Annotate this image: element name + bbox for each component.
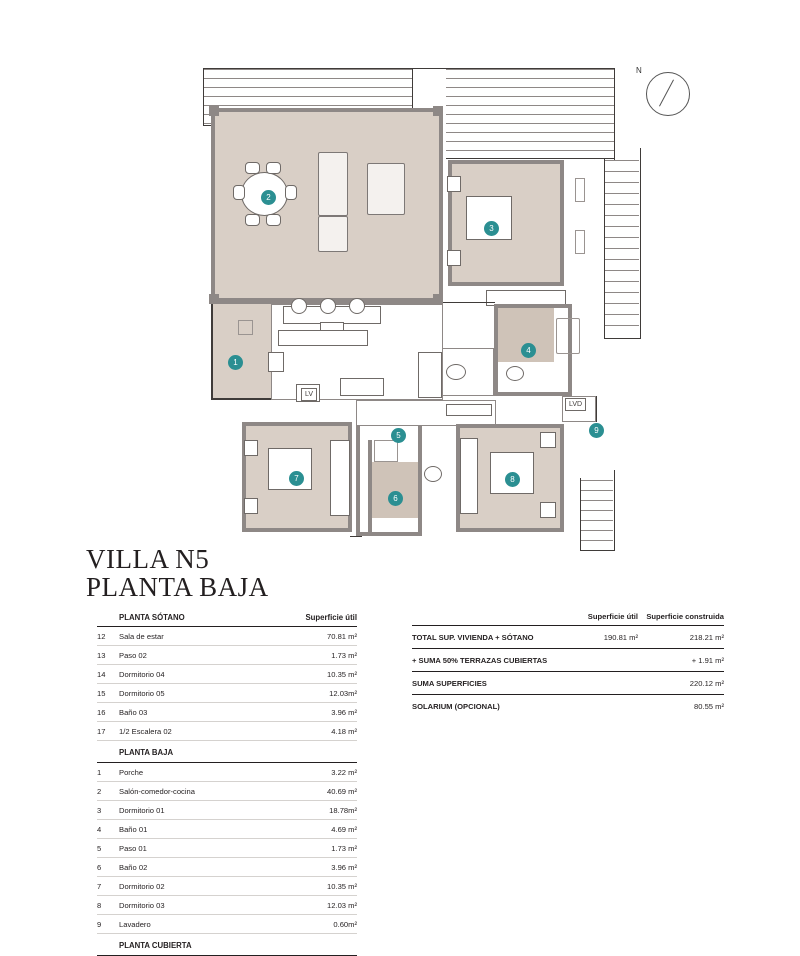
row-area: 70.81 m² [275,627,357,646]
plan-line [640,148,641,338]
row-label: TOTAL SUP. VIVIENDA + SÓTANO [412,626,566,649]
table-section-header [97,934,357,956]
table-row [412,672,724,695]
header-useful-area: Superficie útil [587,612,638,621]
wall [456,528,564,532]
row-useful [566,695,638,718]
wall [242,422,246,532]
chair [266,162,281,174]
pillar [433,294,443,304]
kitchen-sink [349,298,365,314]
row-number: 7 [97,877,119,896]
room-marker-2[interactable]: 2 [261,190,276,205]
table-row [97,627,357,646]
header-built-area: Superficie construida [646,612,724,621]
wall [494,304,572,308]
wall [439,108,443,304]
table-row [97,782,357,801]
stair-treads [605,160,639,336]
title-line-2: PLANTA BAJA [86,572,269,602]
row-number: 3 [97,801,119,820]
header-area: Superficie útil [275,608,357,627]
wall [356,532,422,536]
surface-summary-table [412,608,724,717]
row-built: 220.12 m² [638,672,724,695]
row-name: Baño 02 [119,858,275,877]
row-area: 10.35 m² [275,665,357,684]
row-area: 3.96 m² [275,703,357,722]
row-name: Lavadero [119,915,275,934]
row-name: 1/2 Escalera 02 [119,722,275,741]
row-area: 4.18 m² [275,722,357,741]
header-num [97,608,119,627]
roof-hatch [446,69,614,159]
row-name: Dormitorio 01 [119,801,275,820]
closet [460,438,478,514]
row-name: Salón-comedor-cocina [119,782,275,801]
page-title [86,545,269,601]
room-marker-8[interactable]: 8 [505,472,520,487]
shower [556,318,580,354]
row-useful: 190.81 m² [566,626,638,649]
room-marker-1[interactable]: 1 [228,355,243,370]
room-marker-6[interactable]: 6 [388,491,403,506]
pillar [433,106,443,116]
wall [211,108,443,112]
room-marker-3[interactable]: 3 [484,221,499,236]
wall [242,422,352,426]
row-area: 3.96 m² [275,858,357,877]
chair [245,214,260,226]
pillar [209,294,219,304]
row-number: 6 [97,858,119,877]
row-number: 8 [97,896,119,915]
plan-line [596,396,597,422]
title-line-1: VILLA N5 [86,544,210,574]
wall [456,424,564,428]
bed [268,448,312,490]
row-area: 1.73 m² [275,646,357,665]
table-row [97,646,357,665]
sofa [318,152,348,216]
compass-north-label: N [636,66,642,75]
row-area: 0.60m² [275,915,357,934]
table-header-row [412,608,724,626]
table-row [412,649,724,672]
section-label: PLANTA BAJA [119,741,275,763]
wall [448,160,564,164]
plan-line [580,550,615,551]
table-row [97,877,357,896]
row-name: Dormitorio 03 [119,896,275,915]
nightstand [244,440,258,456]
plan-line [443,302,495,303]
row-area: 18.78m² [275,801,357,820]
row-useful [566,672,638,695]
wall [448,282,564,286]
room-marker-9[interactable]: 9 [589,423,604,438]
sink [446,364,466,380]
wall [494,392,572,396]
row-name: Dormitorio 04 [119,665,275,684]
kitchen-island [278,330,368,346]
table-row [97,665,357,684]
header-section: PLANTA SÓTANO [119,608,275,627]
row-name: Baño 01 [119,820,275,839]
sink [424,466,442,482]
row-built: 80.55 m² [694,702,724,711]
row-built: + 1.91 m² [638,649,724,672]
row-name: Dormitorio 02 [119,877,275,896]
row-name: Paso 01 [119,839,275,858]
chair [245,162,260,174]
row-area: 3.22 m² [275,763,357,782]
row-number: 1 [97,763,119,782]
toilet [506,366,524,381]
plan-line [604,338,641,339]
chair [285,185,297,200]
table-row [97,801,357,820]
row-area: 12.03 m² [275,896,357,915]
row-area: 12.03m² [275,684,357,703]
row-built: 218.21 m² [638,626,724,649]
stair-treads [581,480,613,548]
table-row [97,722,357,741]
row-number: 14 [97,665,119,684]
table-row [97,915,357,934]
kitchen-sink [320,298,336,314]
row-number: 15 [97,684,119,703]
table-row [97,858,357,877]
row-name: Paso 02 [119,646,275,665]
row-label: SUMA SUPERFICIES [412,672,566,695]
row-name: Baño 03 [119,703,275,722]
nightstand [244,498,258,514]
compass-icon [636,66,688,118]
kitchen-counter [340,378,384,396]
kitchen-sink [291,298,307,314]
table-row [97,703,357,722]
nightstand [540,502,556,518]
row-area: 1.73 m² [275,839,357,858]
plan-line [350,536,362,537]
row-number: 13 [97,646,119,665]
coffee-table [367,163,405,215]
closet [330,440,350,516]
table-row [97,896,357,915]
fridge [268,352,284,372]
room-schedule-table [97,608,357,956]
wall [494,304,498,396]
row-area: 40.69 m² [275,782,357,801]
table-section-header [97,741,357,763]
row-useful [566,649,638,672]
chair [266,214,281,226]
plan-line [211,398,273,400]
row-label: + SUMA 50% TERRAZAS CUBIERTAS [412,649,566,672]
wall [560,424,564,532]
row-number: 17 [97,722,119,741]
tag-lv: LV [301,388,317,401]
arrow-marker [238,320,253,335]
room-marker-4[interactable]: 4 [521,343,536,358]
row-area: 4.69 m² [275,820,357,839]
plan-line [614,470,615,550]
row-area: 10.35 m² [275,877,357,896]
row-name: Sala de estar [119,627,275,646]
closet [418,352,442,398]
row-number: 9 [97,915,119,934]
shower [374,440,398,462]
row-number: 5 [97,839,119,858]
table-header-row [97,608,357,627]
section-label: PLANTA CUBIERTA [119,934,275,956]
table-row [412,695,724,718]
room-bathroom-02 [372,462,418,518]
row-name: Dormitorio 05 [119,684,275,703]
wall [211,108,215,304]
table-row [97,839,357,858]
pillar [209,106,219,116]
window [575,230,585,254]
tag-lvd: LVD [565,398,586,411]
room-marker-7[interactable]: 7 [289,471,304,486]
row-number: 2 [97,782,119,801]
wall [242,528,352,532]
row-name: Porche [119,763,275,782]
row-label: SOLARIUM (OPCIONAL) [412,702,500,711]
room-porch [213,304,271,398]
table-row [97,684,357,703]
row-number: 4 [97,820,119,839]
wall [418,426,422,536]
armchair [318,216,348,252]
closet [446,404,492,416]
table-row [97,763,357,782]
row-number: 16 [97,703,119,722]
wall [368,440,372,536]
row-number: 12 [97,627,119,646]
nightstand [540,432,556,448]
plan-line [211,304,213,400]
wall [560,160,564,286]
table-row [412,626,724,649]
chair [233,185,245,200]
plan-line [446,158,614,159]
wall [356,426,360,536]
nightstand [447,176,461,192]
table-row [97,820,357,839]
nightstand [447,250,461,266]
window [575,178,585,202]
plan-line [614,68,615,160]
room-marker-5[interactable]: 5 [391,428,406,443]
